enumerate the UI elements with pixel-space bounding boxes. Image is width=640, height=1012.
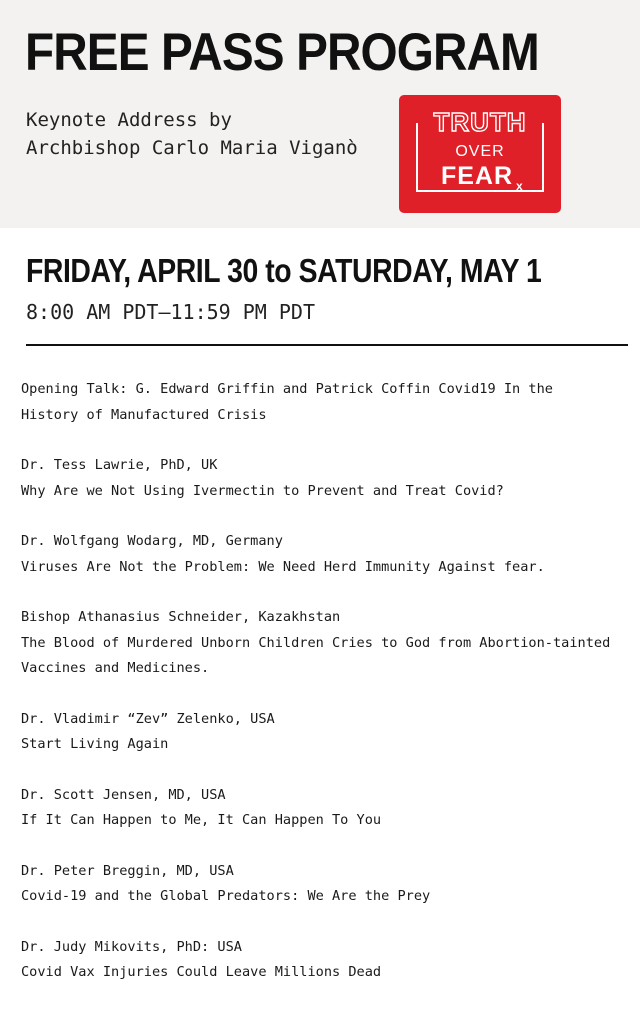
- session-title: Why Are we Not Using Ivermectin to Prevent and Treat Covid?: [21, 482, 504, 499]
- header-banner: [0, 0, 640, 228]
- session-title: If It Can Happen to Me, It Can Happen To You: [21, 812, 382, 828]
- event-time: 8:00 AM PDT–11:59 PM PDT: [26, 300, 315, 324]
- session-item: [21, 935, 631, 986]
- truth-over-fear-logo: [399, 95, 561, 213]
- session-item: [21, 453, 631, 504]
- logo-line1: TRUTH: [433, 107, 527, 137]
- session-item: [21, 605, 631, 682]
- session-list: [21, 377, 631, 1011]
- keynote-block: [26, 106, 358, 162]
- session-speaker: Bishop Athanasius Schneider, Kazakhstan: [21, 609, 341, 625]
- session-title: History of Manufactured Crisis: [21, 406, 267, 423]
- session-speaker: Dr. Tess Lawrie, PhD, UK: [21, 457, 218, 473]
- keynote-line: Keynote Address by: [26, 109, 232, 131]
- session-speaker: Dr. Vladimir “Zev” Zelenko, USA: [21, 710, 275, 727]
- keynote-speaker: Archbishop Carlo Maria Viganò: [26, 137, 358, 159]
- logo-graphic: [399, 95, 561, 213]
- divider: [26, 344, 628, 346]
- session-title: Viruses Are Not the Problem: We Need Herd Immunity Against fear.: [21, 558, 545, 575]
- event-dates: FRIDAY, APRIL 30 to SATURDAY, MAY 1: [26, 252, 542, 289]
- session-speaker: Dr. Wolfgang Wodarg, MD, Germany: [21, 533, 283, 549]
- logo-suffix: x: [516, 179, 523, 193]
- session-speaker: Dr. Judy Mikovits, PhD: USA: [21, 938, 242, 955]
- session-item: [21, 377, 631, 428]
- session-item: [21, 707, 631, 758]
- session-item: [21, 529, 631, 580]
- session-title: Vaccines and Medicines.: [21, 660, 210, 676]
- session-speaker: Opening Talk: G. Edward Griffin and Patrick Coffin Covid19 In the: [21, 381, 553, 397]
- logo-line2: OVER: [455, 143, 505, 160]
- logo-line3: FEAR: [440, 162, 514, 190]
- page-title: FREE PASS PROGRAM: [25, 23, 539, 82]
- session-item: [21, 859, 631, 910]
- session-title: Covid-19 and the Global Predators: We Are the Prey: [21, 888, 431, 904]
- session-title: The Blood of Murdered Unborn Children Cries to God from Abortion-tainted: [21, 634, 611, 651]
- session-title: Start Living Again: [21, 736, 169, 752]
- session-speaker: Dr. Scott Jensen, MD, USA: [21, 786, 226, 803]
- session-speaker: Dr. Peter Breggin, MD, USA: [21, 862, 234, 879]
- session-title: Covid Vax Injuries Could Leave Millions Dead: [21, 964, 382, 980]
- session-item: [21, 783, 631, 834]
